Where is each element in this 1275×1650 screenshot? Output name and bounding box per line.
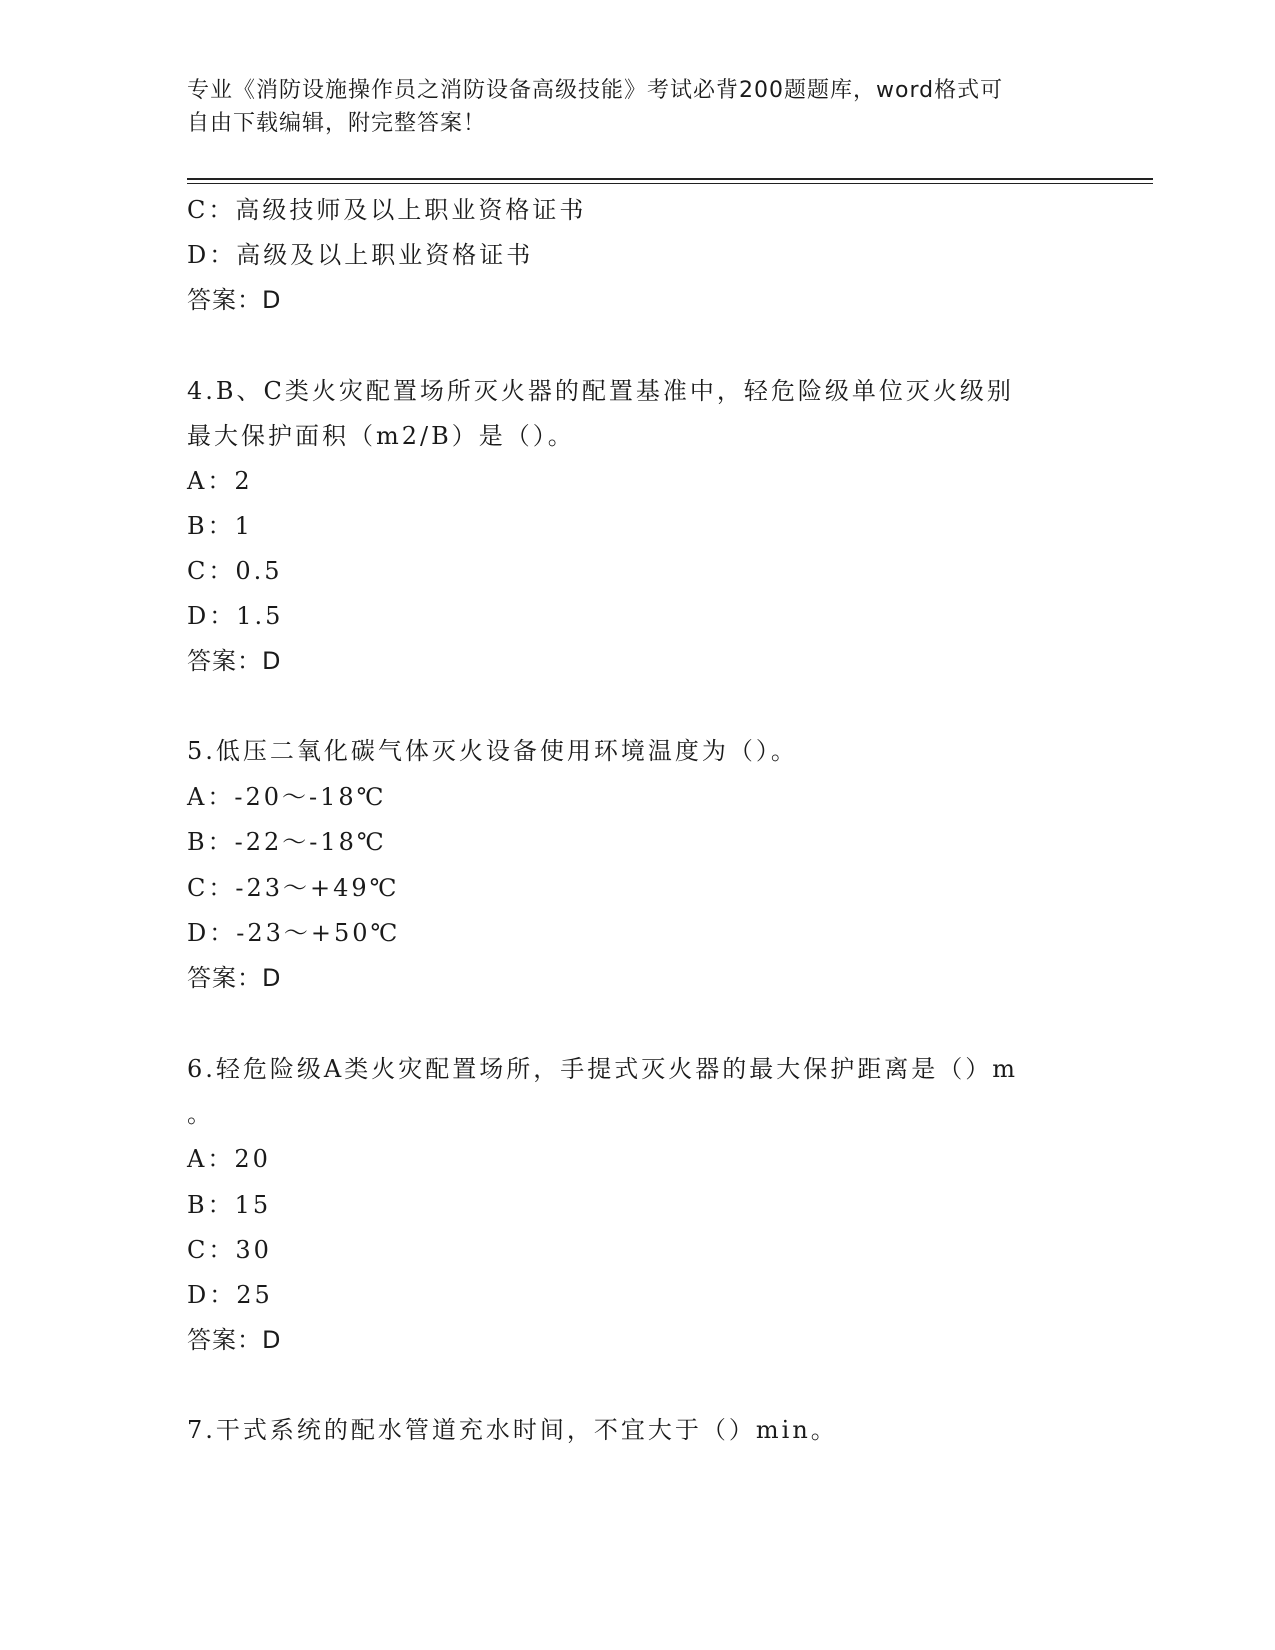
q4-option-b: B：1 [187,512,253,540]
q6-stem-line-2: 。 [187,1100,214,1128]
q3-option-d: D：高级及以上职业资格证书 [187,241,534,269]
q5-option-d: D：-23～+50℃ [187,919,401,947]
q3-option-c: C：高级技师及以上职业资格证书 [187,196,587,224]
q3-answer: 答案：D [187,286,282,314]
q6-option-d: D：25 [187,1281,273,1309]
document-header [187,74,1087,140]
q6-option-c: C：30 [187,1236,272,1264]
header-rule-thin [187,183,1153,184]
header-line-2: 自由下载编辑，附完整答案！ [187,111,487,136]
q6-answer: 答案：D [187,1326,282,1354]
q5-answer: 答案：D [187,964,282,992]
header-rule-thick [187,178,1153,180]
q5-option-a: A：-20～-18℃ [187,783,387,811]
q4-stem-line-1: 4.B、C类火灾配置场所灭火器的配置基准中，轻危险级单位灭火级别 [187,377,1014,405]
q4-option-c: C：0.5 [187,557,283,585]
q6-option-a: A：20 [187,1145,271,1173]
q4-option-d: D：1.5 [187,602,284,630]
q4-stem-line-2: 最大保护面积（m2/B）是（）。 [187,422,575,450]
q5-option-b: B：-22～-18℃ [187,828,387,856]
q4-answer: 答案：D [187,647,282,675]
q4-option-a: A：2 [187,467,253,495]
q6-option-b: B：15 [187,1191,272,1219]
q7-stem: 7.干式系统的配水管道充水时间，不宜大于（）min。 [187,1416,838,1444]
header-line-1: 专业《消防设施操作员之消防设备高级技能》考试必背200题题库，word格式可 [187,78,1004,103]
q5-stem: 5.低压二氧化碳气体灭火设备使用环境温度为（）。 [187,737,798,765]
q6-stem-line-1: 6.轻危险级A类火灾配置场所，手提式灭火器的最大保护距离是（）m [187,1055,1018,1083]
q5-option-c: C：-23～+49℃ [187,874,400,902]
